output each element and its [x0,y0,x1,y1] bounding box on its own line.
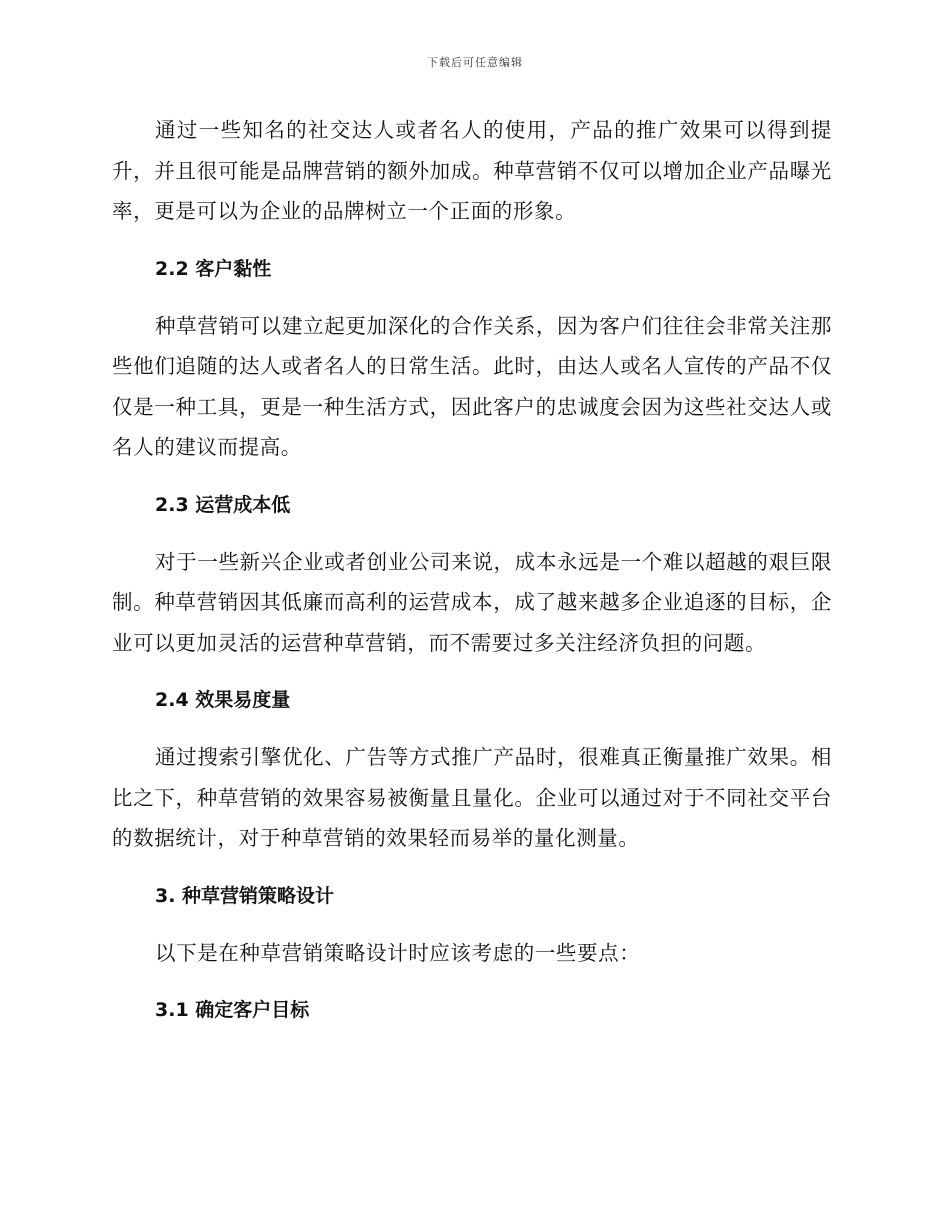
paragraph-customer-stickiness: 种草营销可以建立起更加深化的合作关系，因为客户们往往会非常关注那些他们追随的达人或者名人的日常生活。此时，由达人或名人宣传的产品不仅仅是一种工具，更是一种生活方式，因此客户的忠诚度会因为这些社交达人或名人的建议而提高。 [112,313,832,459]
heading-customer-stickiness: 2.2 客户黏性 [155,257,272,280]
heading-low-cost: 2.3 运营成本低 [155,493,291,516]
page-header: 下载后可任意编辑 [427,56,523,69]
heading-customer-target: 3.1 确定客户目标 [155,999,310,1021]
paragraph-low-cost: 对于一些新兴企业或者创业公司来说，成本永远是一个难以超越的艰巨限制。种草营销因其低廉而高利的运营成本，成了越来越多企业追逐的目标，企业可以更加灵活的运营种草营销，而不需要过多关注经济负担的问题。 [112,549,832,655]
heading-strategy-design: 3. 种草营销策略设计 [155,884,335,907]
heading-measurable: 2.4 效果易度量 [155,689,291,711]
document-body [112,110,832,1030]
paragraph-measurable: 通过搜索引擎优化、广告等方式推广产品时，很难真正衡量推广效果。相比之下，种草营销的效果容易被衡量且量化。企业可以通过对于不同社交平台的数据统计，对于种草营销的效果轻而易举的量化测量。 [112,745,832,850]
paragraph-strategy-intro: 以下是在种草营销策略设计时应该考虑的一些要点： [155,940,641,965]
paragraph-promotion-effect: 通过一些知名的社交达人或者名人的使用，产品的推广效果可以得到提升，并且很可能是品牌营销的额外加成。种草营销不仅可以增加企业产品曝光率，更是可以为企业的品牌树立一个正面的形象。 [112,118,832,223]
